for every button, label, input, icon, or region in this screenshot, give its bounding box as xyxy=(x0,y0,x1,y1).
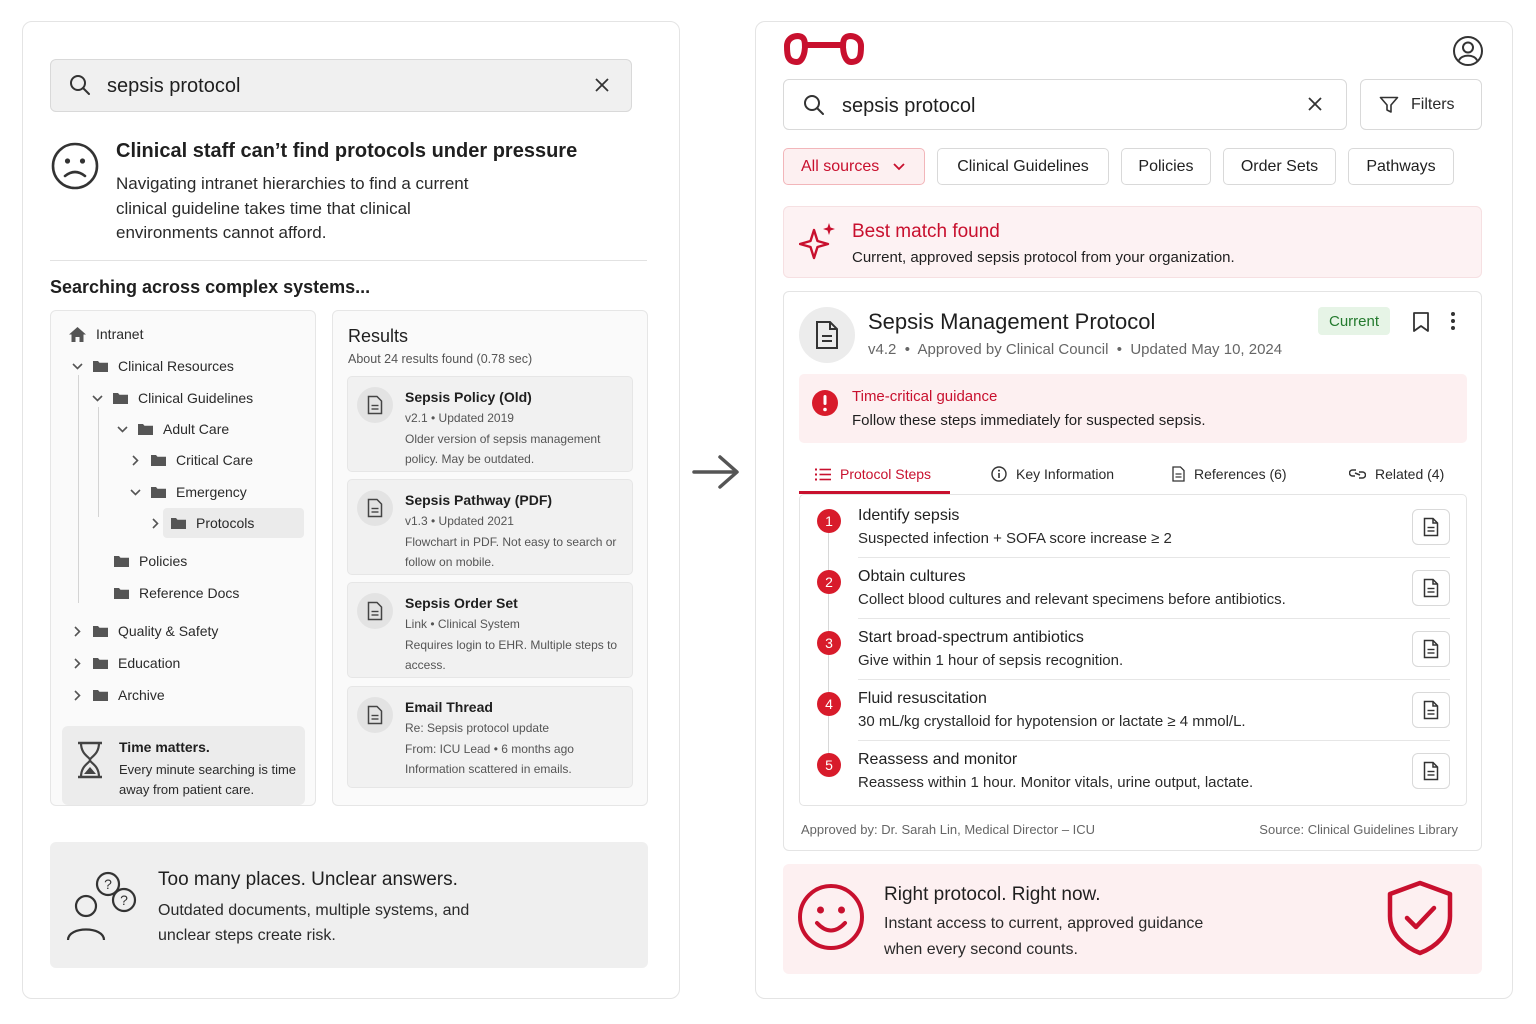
step-title: Identify sepsis xyxy=(858,507,960,524)
divider xyxy=(50,260,647,261)
folder-icon xyxy=(150,453,167,467)
tab-related[interactable]: Related (4) xyxy=(1349,455,1444,493)
document-icon xyxy=(357,697,393,733)
best-match-banner xyxy=(783,206,1482,278)
step-document-button[interactable] xyxy=(1412,631,1450,667)
step-desc: Reassess within 1 hour. Monitor vitals, urine output, lactate. xyxy=(858,774,1254,791)
chevron-down-icon xyxy=(71,363,83,370)
chevron-right-icon xyxy=(71,658,83,669)
step-title: Start broad-spectrum antibiotics xyxy=(858,629,1084,646)
step-desc: Collect blood cultures and relevant specimens before antibiotics. xyxy=(858,591,1286,608)
tree-guide xyxy=(98,407,99,517)
result-item[interactable] xyxy=(347,686,633,788)
time-matters-title: Time matters. xyxy=(119,739,210,755)
result-item[interactable] xyxy=(347,376,633,472)
result-meta: Link • Clinical System xyxy=(405,617,520,631)
result-desc: Flowchart in PDF. Not easy to search or follow on mobile. xyxy=(405,535,617,569)
problem-title: Clinical staff can’t find protocols under pressure xyxy=(116,140,578,162)
funnel-icon xyxy=(1379,96,1399,114)
step-item xyxy=(800,678,1466,739)
tree-item-quality-safety[interactable]: Quality & Safety xyxy=(71,616,218,646)
tree-item-education[interactable]: Education xyxy=(71,648,180,678)
chip-all-sources[interactable]: All sources xyxy=(783,148,925,185)
shield-check-icon xyxy=(1386,880,1454,961)
too-many-title: Too many places. Unclear answers. xyxy=(158,869,458,890)
link-icon xyxy=(1349,466,1366,482)
right-now-body: Instant access to current, approved guidance when every second counts. xyxy=(884,915,1204,958)
folder-icon xyxy=(92,688,109,702)
protocol-card xyxy=(783,291,1482,851)
problem-statement xyxy=(50,139,650,264)
svg-text:?: ? xyxy=(120,892,128,908)
result-item[interactable] xyxy=(347,582,633,678)
filters-label: Filters xyxy=(1411,95,1455,113)
results-count: About 24 results found (0.78 sec) xyxy=(348,352,533,366)
document-icon xyxy=(357,593,393,629)
folder-icon xyxy=(92,656,109,670)
sad-face-icon xyxy=(50,141,100,196)
step-number: 1 xyxy=(817,509,841,533)
alert-icon xyxy=(811,389,839,422)
protocol-meta: v4.2 • Approved by Clinical Council • Updated May 10, 2024 xyxy=(868,341,1283,358)
step-document-button[interactable] xyxy=(1412,692,1450,728)
step-desc: Give within 1 hour of sepsis recognition. xyxy=(858,652,1124,669)
searching-heading: Searching across complex systems... xyxy=(50,277,371,297)
chevron-down-icon xyxy=(116,426,128,433)
chevron-down-icon xyxy=(893,163,905,171)
result-item[interactable] xyxy=(347,479,633,575)
result-meta: v2.1 • Updated 2019 xyxy=(405,411,514,425)
tree-item-emergency[interactable]: Emergency xyxy=(129,477,247,507)
chevron-right-icon xyxy=(71,690,83,701)
tree-item-intranet[interactable]: Intranet xyxy=(68,319,143,349)
search-icon xyxy=(69,74,91,101)
info-icon xyxy=(991,466,1007,482)
document-icon xyxy=(357,387,393,423)
folder-icon xyxy=(113,586,130,600)
result-title: Sepsis Order Set xyxy=(405,595,518,611)
home-icon xyxy=(68,326,87,343)
hourglass-icon xyxy=(76,741,104,784)
step-number: 4 xyxy=(817,692,841,716)
search-icon xyxy=(803,94,825,121)
result-meta: v1.3 • Updated 2021 xyxy=(405,514,514,528)
tree-item-clinical-resources[interactable]: Clinical Resources xyxy=(71,351,234,381)
tree-item-clinical-guidelines[interactable]: Clinical Guidelines xyxy=(91,383,253,413)
step-title: Fluid resuscitation xyxy=(858,690,987,707)
protocol-tabs xyxy=(799,455,1467,495)
result-desc: Requires login to EHR. Multiple steps to access. xyxy=(405,638,618,672)
chevron-right-icon xyxy=(71,626,83,637)
folder-icon xyxy=(113,554,130,568)
tree-item-protocols[interactable]: Protocols xyxy=(163,508,304,538)
step-document-button[interactable] xyxy=(1412,570,1450,606)
tab-references[interactable]: References (6) xyxy=(1172,455,1287,493)
protocol-title: Sepsis Management Protocol xyxy=(868,309,1156,334)
chip-order-sets[interactable]: Order Sets xyxy=(1223,148,1336,185)
too-many-body: Outdated documents, multiple systems, and unclear steps create risk. xyxy=(158,902,470,944)
step-title: Obtain cultures xyxy=(858,568,966,585)
tree-item-adult-care[interactable]: Adult Care xyxy=(116,414,229,444)
tree-item-reference-docs[interactable]: Reference Docs xyxy=(113,578,239,608)
folder-icon xyxy=(92,359,109,373)
approved-by: Approved by: Dr. Sarah Lin, Medical Director – ICU xyxy=(801,822,1096,837)
result-title: Sepsis Pathway (PDF) xyxy=(405,492,553,508)
sparkle-icon xyxy=(799,222,837,267)
search-bar[interactable] xyxy=(783,79,1347,130)
step-number: 5 xyxy=(817,753,841,777)
list-icon xyxy=(815,468,831,481)
tree-item-archive[interactable]: Archive xyxy=(71,680,165,710)
glasses-logo-icon xyxy=(783,32,865,73)
folder-icon xyxy=(150,485,167,499)
too-many-places-callout xyxy=(50,842,648,968)
old-results-panel xyxy=(332,310,648,806)
step-desc: 30 mL/kg crystalloid for hypotension or lactate ≥ 4 mmol/L. xyxy=(858,713,1246,730)
tab-key-information[interactable]: Key Information xyxy=(991,455,1114,493)
chevron-down-icon xyxy=(129,489,141,496)
document-icon xyxy=(799,307,855,363)
more-options-icon[interactable] xyxy=(1450,311,1456,336)
alert-title: Time-critical guidance xyxy=(852,388,998,405)
right-now-title: Right protocol. Right now. xyxy=(884,884,1101,905)
chevron-right-icon xyxy=(149,518,161,529)
arrow-right-icon xyxy=(690,452,742,497)
result-desc: From: ICU Lead • 6 months ago Information scattered in emails. xyxy=(405,742,574,776)
confused-people-icon xyxy=(64,868,146,949)
alert-body: Follow these steps immediately for suspected sepsis. xyxy=(852,412,1206,429)
document-icon xyxy=(1172,466,1185,482)
step-number: 2 xyxy=(817,570,841,594)
step-document-button[interactable] xyxy=(1412,509,1450,545)
chevron-right-icon xyxy=(129,455,141,466)
step-item xyxy=(800,739,1466,800)
smile-icon xyxy=(797,883,865,956)
user-account-icon[interactable] xyxy=(1452,35,1484,72)
tree-item-policies[interactable]: Policies xyxy=(113,546,187,576)
filters-button[interactable] xyxy=(1360,79,1482,130)
before-panel xyxy=(22,21,680,999)
tree-item-critical-care[interactable]: Critical Care xyxy=(129,445,253,475)
chip-policies[interactable]: Policies xyxy=(1121,148,1211,185)
step-title: Reassess and monitor xyxy=(858,751,1018,768)
folder-icon xyxy=(137,422,154,436)
folder-icon xyxy=(112,391,129,405)
intranet-tree xyxy=(50,310,316,806)
after-panel xyxy=(755,21,1513,999)
tree-guide xyxy=(78,375,79,603)
chip-pathways[interactable]: Pathways xyxy=(1348,148,1454,185)
step-number: 3 xyxy=(817,631,841,655)
folder-icon xyxy=(92,624,109,638)
step-item xyxy=(800,495,1466,556)
source-label: Source: Clinical Guidelines Library xyxy=(1259,822,1458,837)
protocol-steps-list xyxy=(799,494,1467,806)
search-input-old[interactable] xyxy=(107,72,567,100)
chevron-down-icon xyxy=(91,395,103,402)
result-title: Sepsis Policy (Old) xyxy=(405,389,532,405)
bookmark-icon[interactable] xyxy=(1412,311,1430,338)
step-document-button[interactable] xyxy=(1412,753,1450,789)
problem-body: Navigating intranet hierarchies to find a current clinical guideline takes time that clinical environments cannot afford. xyxy=(116,174,469,242)
svg-text:?: ? xyxy=(104,876,112,892)
step-desc: Suspected infection + SOFA score increase ≥ 2 xyxy=(858,530,1172,547)
step-item xyxy=(800,556,1466,617)
tab-protocol-steps[interactable]: Protocol Steps xyxy=(815,455,931,493)
close-icon[interactable] xyxy=(1306,95,1324,118)
results-title: Results xyxy=(348,326,409,346)
step-item xyxy=(800,617,1466,678)
result-meta: Re: Sepsis protocol update xyxy=(405,721,550,735)
status-badge: Current xyxy=(1318,307,1390,335)
time-matters-body: Every minute searching is time away from patient care. xyxy=(119,762,297,797)
result-desc: Older version of sepsis management policy. May be outdated. xyxy=(405,432,601,466)
best-match-title: Best match found xyxy=(852,221,1000,242)
time-critical-alert xyxy=(799,374,1467,443)
close-icon[interactable] xyxy=(593,76,611,99)
result-title: Email Thread xyxy=(405,699,493,715)
chip-clinical-guidelines[interactable]: Clinical Guidelines xyxy=(937,148,1109,185)
right-now-callout xyxy=(783,864,1482,974)
search-bar-old[interactable] xyxy=(50,59,632,112)
document-icon xyxy=(357,490,393,526)
folder-icon xyxy=(170,516,187,530)
time-matters-callout xyxy=(62,726,305,805)
best-match-body: Current, approved sepsis protocol from your organization. xyxy=(852,249,1235,266)
search-input[interactable] xyxy=(842,92,1282,120)
